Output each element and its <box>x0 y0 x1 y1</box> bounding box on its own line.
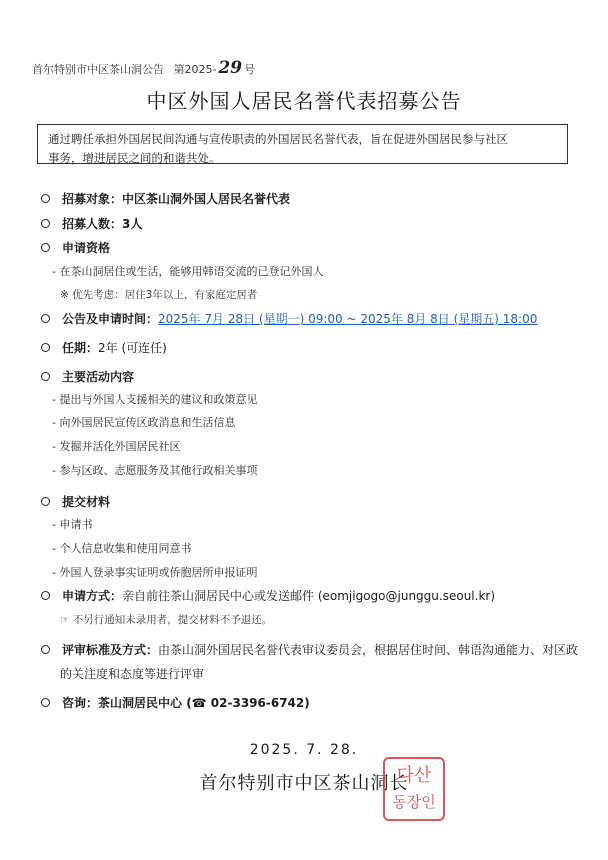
section-count <box>41 215 142 232</box>
documents-item-2: - 个人信息收集和使用同意书 <box>52 542 192 555</box>
qualification-item-2: ※ 优先考虑：居住3年以上，有家庭定居者 <box>60 289 258 301</box>
official-seal-stamp <box>383 757 445 821</box>
activities-label: 主要活动内容 <box>62 370 135 384</box>
circle-bullet-icon <box>41 243 50 252</box>
doc-no-handwritten: 29 <box>218 58 243 78</box>
documents-item-3: - 外国人登录事实证明或侨胞居所申报证明 <box>52 566 258 579</box>
activities-item-4: - 参与区政、志愿服务及其他行政相关事项 <box>52 464 258 477</box>
qualification-item-1: - 在茶山洞居住或生活，能够用韩语交流的已登记外国人 <box>52 265 324 278</box>
period-label: 公告及申请时间： <box>62 312 159 326</box>
circle-bullet-icon <box>41 343 50 352</box>
seal-line-1: 다산 <box>396 765 432 786</box>
section-target <box>41 190 290 207</box>
issue-date: 2025. 7. 28. <box>249 742 359 758</box>
doc-no-suffix: 号 <box>244 63 256 76</box>
period-value: 2025年 7月 28日 (星期一) 09:00 ~ 2025年 8月 8日 (星期五) 18:00 <box>158 312 538 326</box>
section-qualification <box>41 239 110 256</box>
section-contact <box>41 694 310 711</box>
method-value: 亲自前往茶山洞居民中心或发送邮件 (eomjigogo@junggu.seoul.kr) <box>122 589 496 603</box>
count-label: 招募人数： <box>62 217 123 231</box>
section-method <box>41 587 495 604</box>
documents-label: 提交材料 <box>62 495 111 509</box>
doc-no-label: 第2025- <box>173 63 217 76</box>
section-activities <box>41 368 134 385</box>
section-period <box>41 310 537 327</box>
qualification-label: 申请资格 <box>62 241 111 255</box>
circle-bullet-icon <box>41 591 50 600</box>
evaluation-line-2: 的关注度和态度等进行评审 <box>60 667 205 681</box>
contact-label: 咨询： <box>62 696 99 710</box>
count-value: 3人 <box>122 217 143 231</box>
activities-item-2: - 向外国居民宣传区政消息和生活信息 <box>52 416 236 429</box>
method-label: 申请方式： <box>62 589 123 603</box>
circle-bullet-icon <box>41 645 50 654</box>
intro-line-2: 事务，增进居民之间的和谐共处。 <box>48 151 221 165</box>
intro-line-1: 通过聘任承担外国居民间沟通与宣传职责的外国居民名誉代表，旨在促进外国居民参与社区 <box>48 132 508 146</box>
page-title: 中区外国人居民名誉代表招募公告 <box>146 89 462 113</box>
circle-bullet-icon <box>41 314 50 323</box>
section-evaluation <box>41 641 578 658</box>
circle-bullet-icon <box>41 497 50 506</box>
section-term <box>41 339 167 356</box>
doc-prefix: 首尔特别市中区茶山洞公告 <box>32 63 164 76</box>
contact-value: 茶山洞居民中心 (☎ 02-3396-6742) <box>98 696 310 710</box>
seal-line-2: 동장인 <box>392 793 436 811</box>
circle-bullet-icon <box>41 372 50 381</box>
evaluation-line-1: 由茶山洞外国居民名誉代表审议委员会，根据居住时间、韩语沟通能力、对区政 <box>158 643 579 657</box>
term-label: 任期： <box>62 341 99 355</box>
activities-item-1: - 提出与外国人支援相关的建议和政策意见 <box>52 393 258 406</box>
issuer-name: 首尔特别市中区茶山洞长 <box>199 773 409 794</box>
target-value: 中区茶山洞外国人居民名誉代表 <box>122 192 291 206</box>
activities-item-3: - 发掘并活化外国居民社区 <box>52 440 181 453</box>
intro-box <box>37 124 568 164</box>
term-value: 2年 (可连任) <box>98 341 167 355</box>
section-documents <box>41 493 110 510</box>
circle-bullet-icon <box>41 194 50 203</box>
evaluation-label: 评审标准及方式： <box>62 643 159 657</box>
circle-bullet-icon <box>41 219 50 228</box>
target-label: 招募对象： <box>62 192 123 206</box>
method-note: ☞ 不另行通知未录用者，提交材料不予退还。 <box>60 614 273 626</box>
document-number <box>32 58 255 78</box>
documents-item-1: - 申请书 <box>52 518 93 531</box>
circle-bullet-icon <box>41 698 50 707</box>
